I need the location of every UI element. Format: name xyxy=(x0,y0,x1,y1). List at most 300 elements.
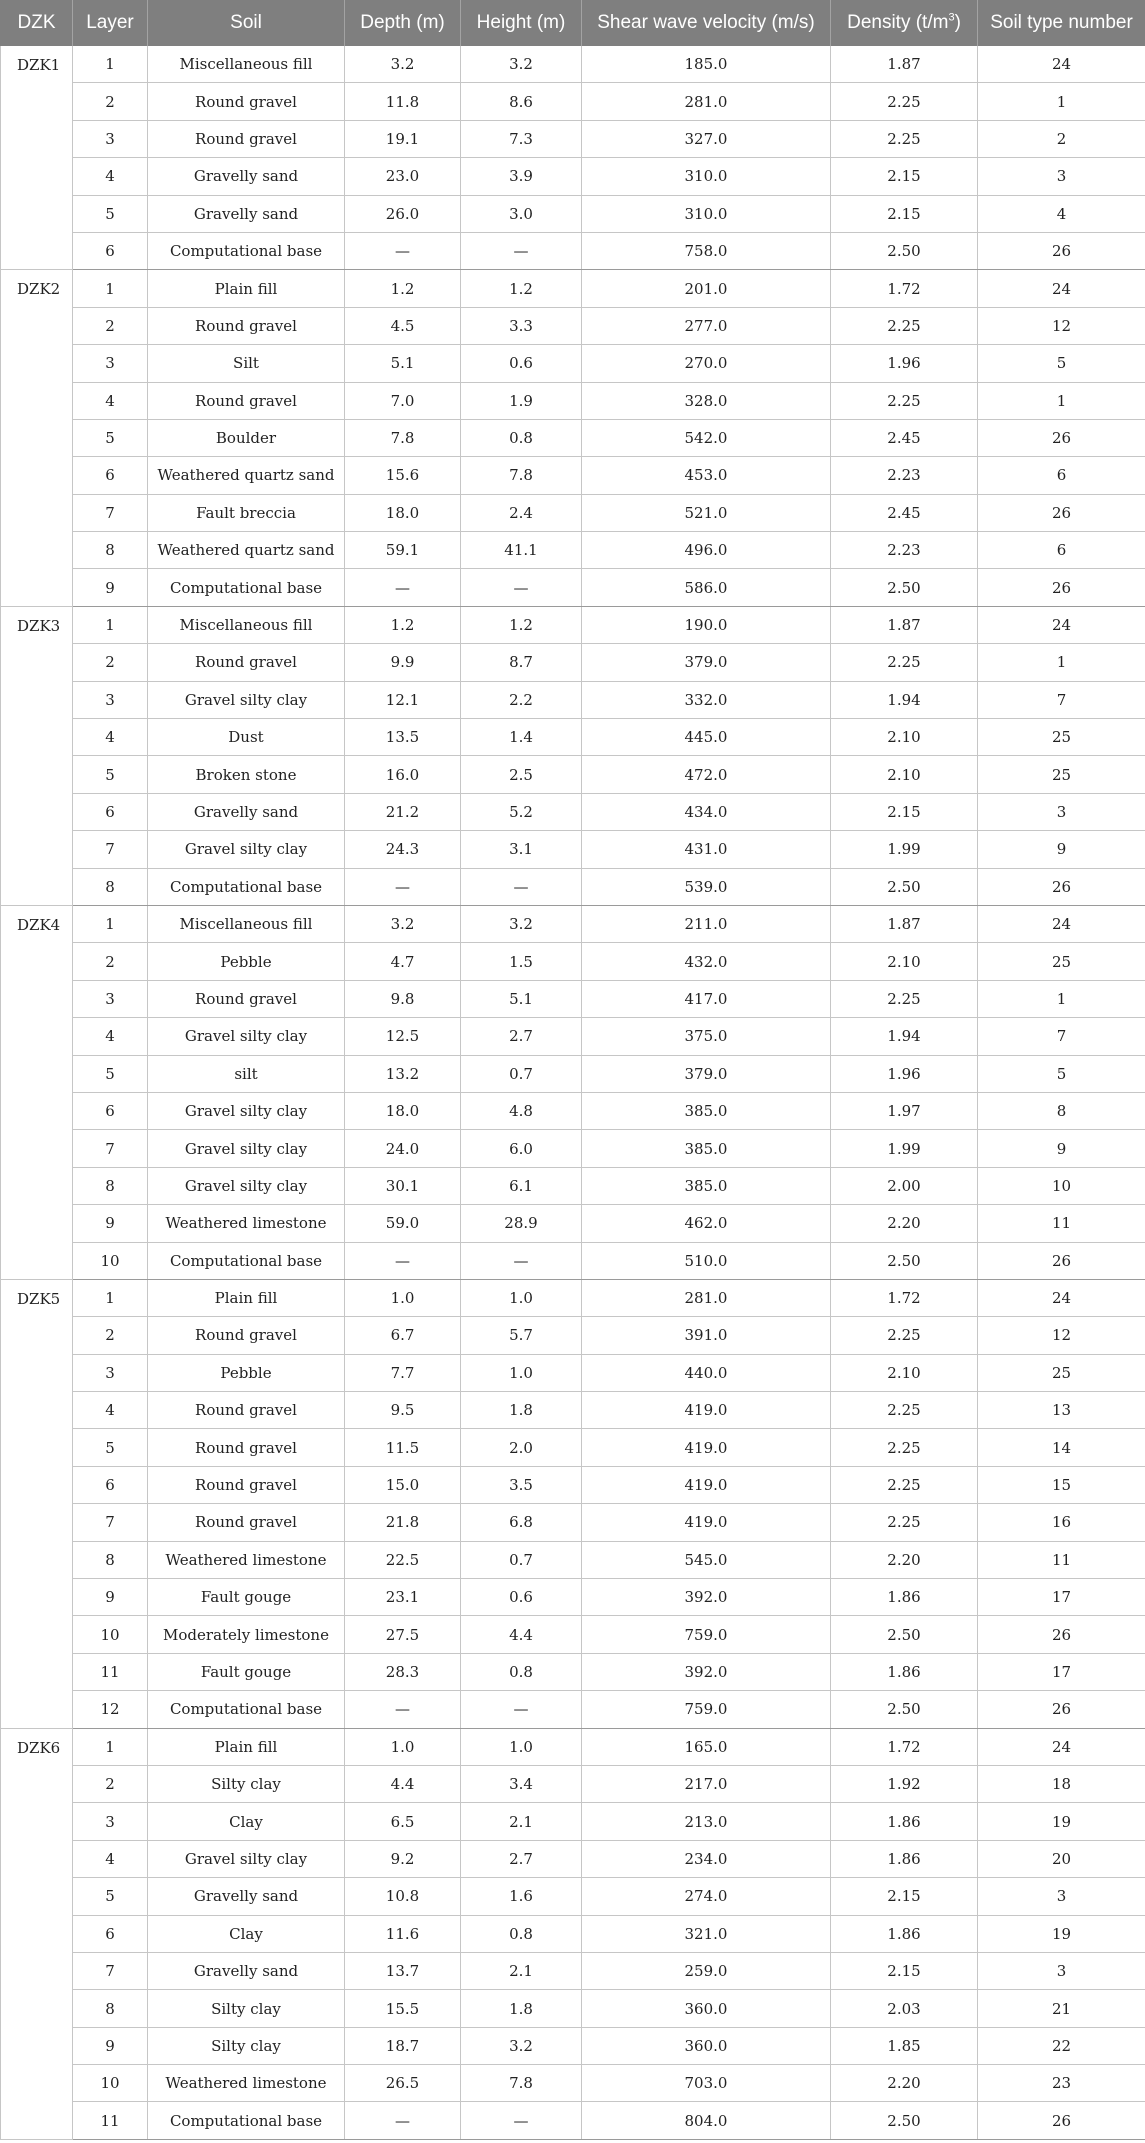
layer-cell: 1 xyxy=(73,1728,148,1765)
depth-cell: 15.6 xyxy=(345,457,461,494)
density-cell: 2.25 xyxy=(831,382,978,419)
density-cell: 2.10 xyxy=(831,756,978,793)
height-cell: 1.2 xyxy=(461,606,582,643)
depth-cell: — xyxy=(345,868,461,905)
table-row xyxy=(1,1392,1145,1429)
soil-type-cell: 19 xyxy=(978,1803,1145,1840)
velocity-cell: 417.0 xyxy=(582,980,831,1017)
velocity-cell: 213.0 xyxy=(582,1803,831,1840)
height-cell: 1.8 xyxy=(461,1990,582,2027)
table-row xyxy=(1,1317,1145,1354)
dzk-group-label: DZK2 xyxy=(1,270,73,607)
layer-cell: 1 xyxy=(73,46,148,83)
depth-cell: — xyxy=(345,1242,461,1279)
depth-cell: 1.2 xyxy=(345,270,461,307)
height-cell: 2.0 xyxy=(461,1429,582,1466)
velocity-cell: 190.0 xyxy=(582,606,831,643)
table-row xyxy=(1,1242,1145,1279)
depth-cell: 18.0 xyxy=(345,494,461,531)
velocity-cell: 310.0 xyxy=(582,158,831,195)
dzk-group-label: DZK3 xyxy=(1,606,73,905)
density-cell: 1.87 xyxy=(831,905,978,942)
velocity-cell: 392.0 xyxy=(582,1579,831,1616)
velocity-cell: 521.0 xyxy=(582,494,831,531)
soil-cell: silt xyxy=(148,1055,345,1092)
layer-cell: 4 xyxy=(73,382,148,419)
soil-cell: Miscellaneous fill xyxy=(148,905,345,942)
density-cell: 1.96 xyxy=(831,1055,978,1092)
height-cell: 0.8 xyxy=(461,1915,582,1952)
depth-cell: 26.5 xyxy=(345,2065,461,2102)
dzk-group-label: DZK1 xyxy=(1,46,73,270)
layer-cell: 2 xyxy=(73,1317,148,1354)
depth-cell: 21.8 xyxy=(345,1504,461,1541)
soil-cell: Computational base xyxy=(148,868,345,905)
depth-cell: 4.7 xyxy=(345,943,461,980)
height-cell: 4.4 xyxy=(461,1616,582,1653)
height-cell: 0.8 xyxy=(461,419,582,456)
density-cell: 2.50 xyxy=(831,1691,978,1728)
depth-cell: 19.1 xyxy=(345,120,461,157)
depth-cell: 30.1 xyxy=(345,1167,461,1204)
velocity-cell: 328.0 xyxy=(582,382,831,419)
velocity-cell: 332.0 xyxy=(582,681,831,718)
soil-type-cell: 12 xyxy=(978,1317,1145,1354)
velocity-cell: 462.0 xyxy=(582,1205,831,1242)
table-row xyxy=(1,532,1145,569)
depth-cell: 16.0 xyxy=(345,756,461,793)
depth-cell: 7.0 xyxy=(345,382,461,419)
table-row xyxy=(1,606,1145,643)
table-row xyxy=(1,1840,1145,1877)
velocity-cell: 392.0 xyxy=(582,1653,831,1690)
soil-type-cell: 3 xyxy=(978,793,1145,830)
soil-type-cell: 4 xyxy=(978,195,1145,232)
soil-type-cell: 24 xyxy=(978,905,1145,942)
layer-cell: 9 xyxy=(73,1205,148,1242)
layer-cell: 7 xyxy=(73,1504,148,1541)
density-cell: 2.20 xyxy=(831,1541,978,1578)
table-row xyxy=(1,2065,1145,2102)
layer-cell: 5 xyxy=(73,1878,148,1915)
density-cell: 1.86 xyxy=(831,1840,978,1877)
layer-cell: 7 xyxy=(73,1130,148,1167)
soil-cell: Round gravel xyxy=(148,1466,345,1503)
density-cell: 2.25 xyxy=(831,120,978,157)
depth-cell: 13.7 xyxy=(345,1952,461,1989)
density-cell: 2.25 xyxy=(831,644,978,681)
soil-type-cell: 3 xyxy=(978,158,1145,195)
height-cell: — xyxy=(461,2102,582,2139)
layer-cell: 7 xyxy=(73,831,148,868)
velocity-cell: 165.0 xyxy=(582,1728,831,1765)
layer-cell: 3 xyxy=(73,120,148,157)
height-cell: 2.4 xyxy=(461,494,582,531)
table-row xyxy=(1,1803,1145,1840)
layer-cell: 5 xyxy=(73,419,148,456)
soil-cell: Gravelly sand xyxy=(148,793,345,830)
soil-cell: Round gravel xyxy=(148,307,345,344)
soil-cell: Pebble xyxy=(148,1354,345,1391)
header-density-superscript: 3 xyxy=(948,11,955,24)
soil-type-cell: 26 xyxy=(978,868,1145,905)
soil-type-cell: 22 xyxy=(978,2027,1145,2064)
table-row xyxy=(1,1878,1145,1915)
soil-type-cell: 25 xyxy=(978,756,1145,793)
soil-cell: Miscellaneous fill xyxy=(148,606,345,643)
velocity-cell: 259.0 xyxy=(582,1952,831,1989)
soil-cell: Weathered limestone xyxy=(148,1205,345,1242)
density-cell: 1.86 xyxy=(831,1915,978,1952)
velocity-cell: 804.0 xyxy=(582,2102,831,2139)
header-row xyxy=(1,0,1145,46)
soil-type-cell: 26 xyxy=(978,419,1145,456)
density-cell: 2.50 xyxy=(831,1616,978,1653)
soil-cell: Gravel silty clay xyxy=(148,681,345,718)
soil-type-cell: 3 xyxy=(978,1952,1145,1989)
height-cell: 8.7 xyxy=(461,644,582,681)
depth-cell: 9.5 xyxy=(345,1392,461,1429)
table-body xyxy=(1,46,1145,2139)
soil-type-cell: 24 xyxy=(978,1279,1145,1316)
density-cell: 2.50 xyxy=(831,868,978,905)
soil-cell: Plain fill xyxy=(148,270,345,307)
soil-cell: Fault breccia xyxy=(148,494,345,531)
height-cell: 3.3 xyxy=(461,307,582,344)
velocity-cell: 759.0 xyxy=(582,1691,831,1728)
layer-cell: 6 xyxy=(73,1915,148,1952)
density-cell: 2.23 xyxy=(831,532,978,569)
density-cell: 1.94 xyxy=(831,681,978,718)
layer-cell: 2 xyxy=(73,644,148,681)
density-cell: 2.25 xyxy=(831,83,978,120)
soil-type-cell: 23 xyxy=(978,2065,1145,2102)
velocity-cell: 274.0 xyxy=(582,1878,831,1915)
depth-cell: 22.5 xyxy=(345,1541,461,1578)
soil-type-cell: 10 xyxy=(978,1167,1145,1204)
soil-cell: Round gravel xyxy=(148,1429,345,1466)
soil-cell: Round gravel xyxy=(148,1392,345,1429)
soil-cell: Round gravel xyxy=(148,382,345,419)
depth-cell: 1.0 xyxy=(345,1728,461,1765)
header-dzk: DZK xyxy=(1,0,73,46)
table-row xyxy=(1,1691,1145,1728)
soil-cell: Weathered quartz sand xyxy=(148,457,345,494)
height-cell: 1.2 xyxy=(461,270,582,307)
height-cell: — xyxy=(461,569,582,606)
height-cell: 2.1 xyxy=(461,1803,582,1840)
table-row xyxy=(1,1205,1145,1242)
velocity-cell: 270.0 xyxy=(582,345,831,382)
layer-cell: 1 xyxy=(73,905,148,942)
soil-type-cell: 1 xyxy=(978,382,1145,419)
soil-cell: Clay xyxy=(148,1915,345,1952)
density-cell: 2.25 xyxy=(831,1504,978,1541)
height-cell: 7.8 xyxy=(461,457,582,494)
header-soil-type: Soil type number xyxy=(978,0,1145,46)
height-cell: 28.9 xyxy=(461,1205,582,1242)
density-cell: 2.10 xyxy=(831,943,978,980)
soil-cell: Gravel silty clay xyxy=(148,1840,345,1877)
layer-cell: 6 xyxy=(73,1466,148,1503)
velocity-cell: 419.0 xyxy=(582,1504,831,1541)
depth-cell: 6.7 xyxy=(345,1317,461,1354)
layer-cell: 2 xyxy=(73,1765,148,1802)
depth-cell: 15.0 xyxy=(345,1466,461,1503)
depth-cell: 4.5 xyxy=(345,307,461,344)
soil-type-cell: 1 xyxy=(978,644,1145,681)
depth-cell: 4.4 xyxy=(345,1765,461,1802)
velocity-cell: 510.0 xyxy=(582,1242,831,1279)
density-cell: 2.25 xyxy=(831,980,978,1017)
soil-type-cell: 24 xyxy=(978,1728,1145,1765)
density-cell: 1.86 xyxy=(831,1803,978,1840)
velocity-cell: 391.0 xyxy=(582,1317,831,1354)
soil-type-cell: 17 xyxy=(978,1653,1145,1690)
density-cell: 2.45 xyxy=(831,494,978,531)
soil-type-cell: 3 xyxy=(978,1878,1145,1915)
layer-cell: 5 xyxy=(73,1429,148,1466)
table-row xyxy=(1,158,1145,195)
layer-cell: 5 xyxy=(73,1055,148,1092)
layer-cell: 3 xyxy=(73,1803,148,1840)
soil-type-cell: 7 xyxy=(978,681,1145,718)
density-cell: 1.99 xyxy=(831,1130,978,1167)
table-row xyxy=(1,1765,1145,1802)
velocity-cell: 321.0 xyxy=(582,1915,831,1952)
density-cell: 1.99 xyxy=(831,831,978,868)
density-cell: 2.00 xyxy=(831,1167,978,1204)
layer-cell: 9 xyxy=(73,1579,148,1616)
table-row xyxy=(1,345,1145,382)
height-cell: 6.0 xyxy=(461,1130,582,1167)
height-cell: 5.2 xyxy=(461,793,582,830)
depth-cell: 11.5 xyxy=(345,1429,461,1466)
layer-cell: 4 xyxy=(73,158,148,195)
density-cell: 2.20 xyxy=(831,2065,978,2102)
soil-type-cell: 26 xyxy=(978,232,1145,269)
soil-cell: Computational base xyxy=(148,2102,345,2139)
soil-type-cell: 25 xyxy=(978,943,1145,980)
depth-cell: 26.0 xyxy=(345,195,461,232)
layer-cell: 8 xyxy=(73,1990,148,2027)
velocity-cell: 432.0 xyxy=(582,943,831,980)
velocity-cell: 758.0 xyxy=(582,232,831,269)
depth-cell: 1.2 xyxy=(345,606,461,643)
soil-cell: Round gravel xyxy=(148,1504,345,1541)
table-row xyxy=(1,2102,1145,2139)
layer-cell: 3 xyxy=(73,681,148,718)
height-cell: — xyxy=(461,1691,582,1728)
density-cell: 2.50 xyxy=(831,569,978,606)
dzk-group-label: DZK5 xyxy=(1,1279,73,1728)
soil-type-cell: 1 xyxy=(978,83,1145,120)
table-row xyxy=(1,793,1145,830)
layer-cell: 9 xyxy=(73,2027,148,2064)
header-layer: Layer xyxy=(73,0,148,46)
density-cell: 2.10 xyxy=(831,719,978,756)
layer-cell: 9 xyxy=(73,569,148,606)
table-row xyxy=(1,307,1145,344)
table-row xyxy=(1,46,1145,83)
table-row xyxy=(1,1279,1145,1316)
soil-cell: Gravel silty clay xyxy=(148,1092,345,1129)
height-cell: 5.1 xyxy=(461,980,582,1017)
soil-type-cell: 19 xyxy=(978,1915,1145,1952)
soil-type-cell: 26 xyxy=(978,1242,1145,1279)
height-cell: 1.6 xyxy=(461,1878,582,1915)
layer-cell: 12 xyxy=(73,1691,148,1728)
height-cell: 0.6 xyxy=(461,345,582,382)
soil-type-cell: 24 xyxy=(978,46,1145,83)
layer-cell: 7 xyxy=(73,1952,148,1989)
height-cell: 3.5 xyxy=(461,1466,582,1503)
layer-cell: 5 xyxy=(73,195,148,232)
velocity-cell: 201.0 xyxy=(582,270,831,307)
soil-cell: Round gravel xyxy=(148,120,345,157)
density-cell: 1.97 xyxy=(831,1092,978,1129)
height-cell: 1.0 xyxy=(461,1279,582,1316)
velocity-cell: 453.0 xyxy=(582,457,831,494)
depth-cell: — xyxy=(345,1691,461,1728)
velocity-cell: 281.0 xyxy=(582,83,831,120)
depth-cell: 11.8 xyxy=(345,83,461,120)
layer-cell: 2 xyxy=(73,307,148,344)
soil-cell: Silty clay xyxy=(148,1765,345,1802)
height-cell: 3.2 xyxy=(461,905,582,942)
layer-cell: 1 xyxy=(73,270,148,307)
height-cell: 0.7 xyxy=(461,1541,582,1578)
soil-type-cell: 5 xyxy=(978,345,1145,382)
header-height: Height (m) xyxy=(461,0,582,46)
soil-type-cell: 14 xyxy=(978,1429,1145,1466)
velocity-cell: 379.0 xyxy=(582,1055,831,1092)
soil-cell: Weathered limestone xyxy=(148,2065,345,2102)
density-cell: 1.85 xyxy=(831,2027,978,2064)
velocity-cell: 419.0 xyxy=(582,1466,831,1503)
table-row xyxy=(1,1466,1145,1503)
soil-cell: Computational base xyxy=(148,569,345,606)
velocity-cell: 277.0 xyxy=(582,307,831,344)
header-soil: Soil xyxy=(148,0,345,46)
depth-cell: 13.5 xyxy=(345,719,461,756)
height-cell: — xyxy=(461,1242,582,1279)
table-row xyxy=(1,1167,1145,1204)
density-cell: 2.15 xyxy=(831,195,978,232)
density-cell: 1.72 xyxy=(831,270,978,307)
soil-cell: Silty clay xyxy=(148,2027,345,2064)
soil-type-cell: 21 xyxy=(978,1990,1145,2027)
height-cell: 3.4 xyxy=(461,1765,582,1802)
soil-cell: Gravelly sand xyxy=(148,1952,345,1989)
table-row xyxy=(1,1354,1145,1391)
layer-cell: 8 xyxy=(73,868,148,905)
depth-cell: 27.5 xyxy=(345,1616,461,1653)
depth-cell: 18.7 xyxy=(345,2027,461,2064)
soil-cell: Broken stone xyxy=(148,756,345,793)
depth-cell: 21.2 xyxy=(345,793,461,830)
depth-cell: 9.9 xyxy=(345,644,461,681)
velocity-cell: 217.0 xyxy=(582,1765,831,1802)
soil-type-cell: 1 xyxy=(978,980,1145,1017)
depth-cell: 59.0 xyxy=(345,1205,461,1242)
table-row xyxy=(1,1429,1145,1466)
density-cell: 1.86 xyxy=(831,1653,978,1690)
soil-type-cell: 18 xyxy=(978,1765,1145,1802)
layer-cell: 5 xyxy=(73,756,148,793)
soil-type-cell: 6 xyxy=(978,457,1145,494)
table-row xyxy=(1,2027,1145,2064)
density-cell: 2.25 xyxy=(831,307,978,344)
height-cell: 8.6 xyxy=(461,83,582,120)
velocity-cell: 185.0 xyxy=(582,46,831,83)
soil-type-cell: 6 xyxy=(978,532,1145,569)
layer-cell: 6 xyxy=(73,1092,148,1129)
velocity-cell: 434.0 xyxy=(582,793,831,830)
layer-cell: 11 xyxy=(73,1653,148,1690)
height-cell: 0.6 xyxy=(461,1579,582,1616)
density-cell: 2.50 xyxy=(831,2102,978,2139)
soil-cell: Gravel silty clay xyxy=(148,831,345,868)
velocity-cell: 385.0 xyxy=(582,1167,831,1204)
height-cell: 1.4 xyxy=(461,719,582,756)
velocity-cell: 545.0 xyxy=(582,1541,831,1578)
soil-cell: Boulder xyxy=(148,419,345,456)
table-row xyxy=(1,831,1145,868)
layer-cell: 1 xyxy=(73,606,148,643)
soil-type-cell: 25 xyxy=(978,719,1145,756)
table-row xyxy=(1,644,1145,681)
table-row xyxy=(1,419,1145,456)
height-cell: 7.3 xyxy=(461,120,582,157)
height-cell: 0.7 xyxy=(461,1055,582,1092)
height-cell: 1.9 xyxy=(461,382,582,419)
table-row xyxy=(1,681,1145,718)
header-density xyxy=(831,0,978,46)
layer-cell: 7 xyxy=(73,494,148,531)
soil-type-cell: 2 xyxy=(978,120,1145,157)
depth-cell: 9.8 xyxy=(345,980,461,1017)
soil-cell: Computational base xyxy=(148,1691,345,1728)
density-cell: 1.72 xyxy=(831,1279,978,1316)
table-row xyxy=(1,1541,1145,1578)
header-velocity: Shear wave velocity (m/s) xyxy=(582,0,831,46)
layer-cell: 10 xyxy=(73,1616,148,1653)
layer-cell: 3 xyxy=(73,980,148,1017)
velocity-cell: 431.0 xyxy=(582,831,831,868)
layer-cell: 4 xyxy=(73,1840,148,1877)
soil-type-cell: 11 xyxy=(978,1541,1145,1578)
density-cell: 2.10 xyxy=(831,1354,978,1391)
soil-type-cell: 26 xyxy=(978,2102,1145,2139)
density-cell: 2.25 xyxy=(831,1466,978,1503)
soil-cell: Silty clay xyxy=(148,1990,345,2027)
depth-cell: 3.2 xyxy=(345,46,461,83)
density-cell: 2.20 xyxy=(831,1205,978,1242)
table-row xyxy=(1,719,1145,756)
soil-cell: Weathered quartz sand xyxy=(148,532,345,569)
height-cell: 1.5 xyxy=(461,943,582,980)
density-cell: 2.15 xyxy=(831,1952,978,1989)
depth-cell: 24.3 xyxy=(345,831,461,868)
velocity-cell: 759.0 xyxy=(582,1616,831,1653)
soil-cell: Gravel silty clay xyxy=(148,1130,345,1167)
soil-type-cell: 26 xyxy=(978,494,1145,531)
layer-cell: 8 xyxy=(73,1167,148,1204)
depth-cell: 11.6 xyxy=(345,1915,461,1952)
depth-cell: 10.8 xyxy=(345,1878,461,1915)
density-cell: 1.86 xyxy=(831,1579,978,1616)
